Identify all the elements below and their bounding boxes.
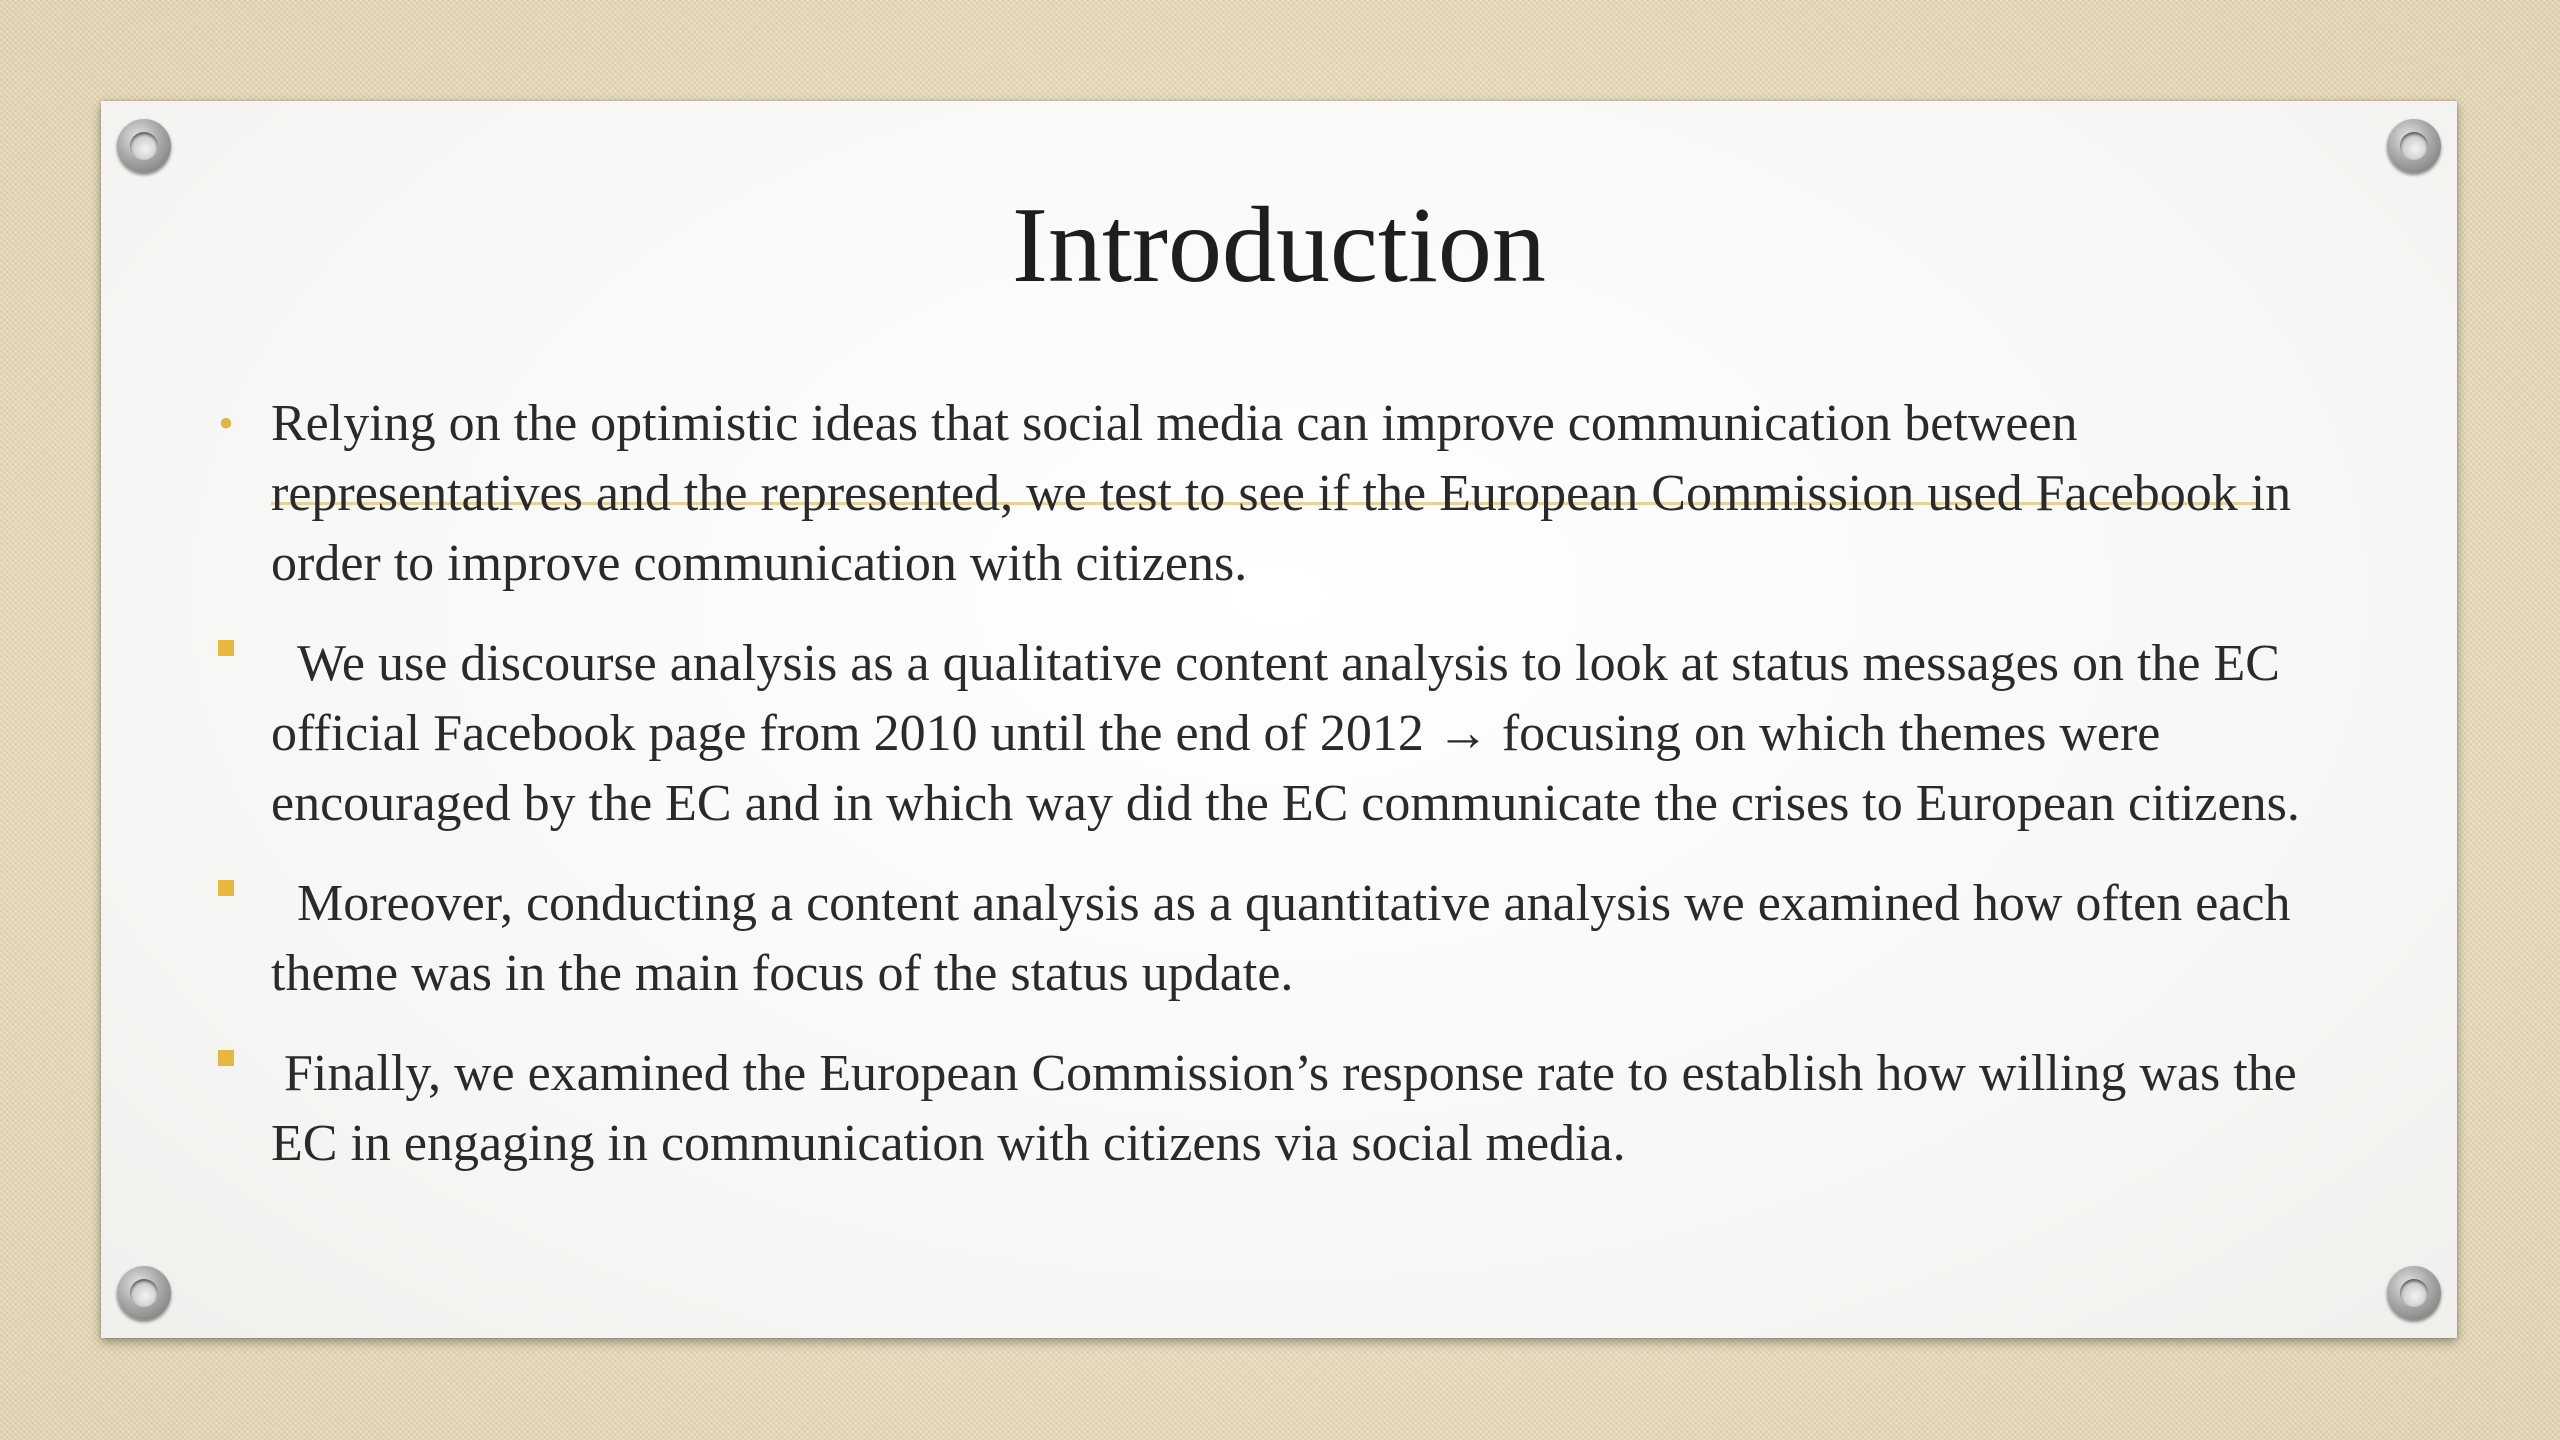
bullet-list	[218, 389, 2331, 1209]
bullet-text-2: We use discourse analysis as a qualitative content analysis to look at status messages on the EC official Facebook page from 2010 until the end of 2012 → focusing on which themes were encouraged by the EC and in which way did the EC communicate the crises to European citizens.	[271, 635, 2300, 832]
bullet-item-4	[271, 1039, 2331, 1179]
slide-card	[101, 101, 2457, 1338]
bullet-square-icon	[211, 629, 241, 699]
bullet-text-1: Relying on the optimistic ideas that social media can improve communication between representatives and the represented, we test to see if the European Commission used Facebook in order to improve communication with citizens.	[271, 395, 2292, 592]
bullet-dot-icon: •	[218, 399, 234, 448]
bullet-text-4: Finally, we examined the European Commission’s response rate to establish how willing was the EC in engaging in communication with citizens via social media.	[271, 1045, 2297, 1172]
grommet-bottom-right-icon	[2387, 1266, 2441, 1320]
bullet-text-3: Moreover, conducting a content analysis as a quantitative analysis we examined how often each theme was in the main focus of the status update.	[271, 875, 2291, 1002]
grommet-top-left-icon	[117, 119, 171, 173]
slide-title: Introduction	[1012, 186, 1546, 305]
bullet-square-icon	[211, 1039, 241, 1109]
bullet-item-1	[218, 389, 2331, 599]
bullet-item-3	[271, 869, 2331, 1009]
grommet-top-right-icon	[2387, 119, 2441, 173]
grommet-bottom-left-icon	[117, 1266, 171, 1320]
bullet-square-icon	[211, 869, 241, 939]
bullet-item-2	[271, 629, 2331, 839]
